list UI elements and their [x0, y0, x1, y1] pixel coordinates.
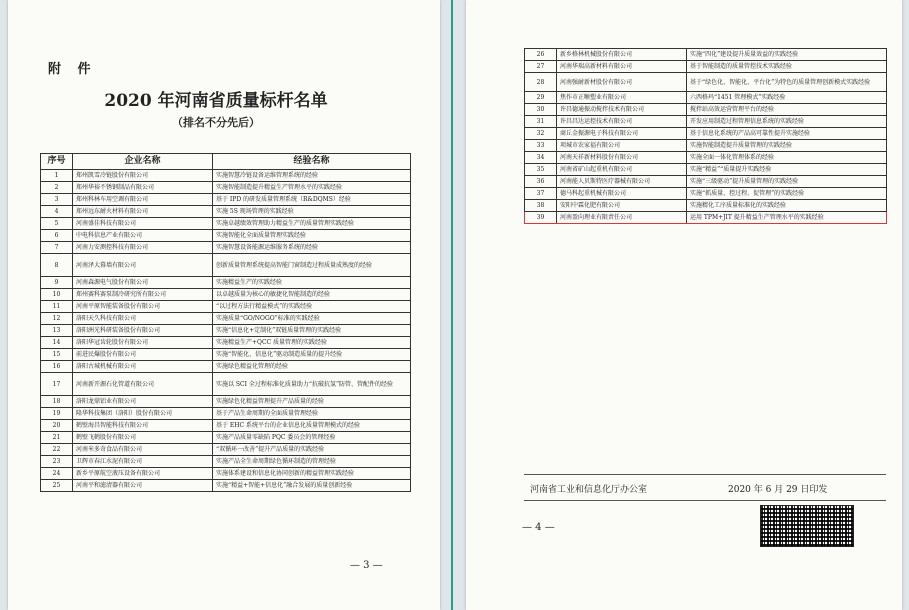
table-row [525, 212, 887, 224]
row-company: 河南平原智能装备股份有限公司 [73, 301, 213, 313]
row-index: 2 [41, 182, 73, 194]
row-experience: 实施产品全生命周期绿色循环制造的管理经验 [213, 456, 411, 468]
row-index: 6 [41, 230, 73, 242]
row-company: 洛阳华冠齿轮股份有限公司 [73, 337, 213, 349]
row-experience: 基于 IPD 的研发质量管理系统（R&DQMS）经验 [213, 194, 411, 206]
row-index: 14 [41, 337, 73, 349]
row-experience: 运用 TPM+JIT 提升精益生产管理水平的实践经验 [687, 212, 887, 224]
row-company: 河南泽大幕墙有限公司 [73, 254, 213, 277]
table-row [525, 128, 887, 140]
table-row [41, 337, 411, 349]
table-row [41, 254, 411, 277]
issuer: 河南省工业和信息化厅办公室 [530, 485, 648, 495]
row-index: 10 [41, 289, 73, 301]
row-company: 河南省矿山起重机有限公司 [557, 164, 687, 176]
row-experience: 实施质量“GO/NOGO”标准的实践经验 [213, 313, 411, 325]
table-row [41, 182, 411, 194]
row-index: 16 [41, 361, 73, 373]
row-experience: 基于产品生命周期的全面质量管理经验 [213, 408, 411, 420]
row-index: 38 [525, 200, 557, 212]
row-experience: 六西格玛“1451 管理模式”实践经验 [687, 92, 887, 104]
row-company: 郑州科林车用空调有限公司 [73, 194, 213, 206]
row-index: 22 [41, 444, 73, 456]
table-row [41, 289, 411, 301]
row-experience: 实施精益生产的实践经验 [213, 277, 411, 289]
row-experience: 实施“三级驱动”提升质量管理的实践经验 [687, 176, 887, 188]
row-experience: 实施以 SCI 全过程标准化质量助力“抗破抗氢”防管、管配件的经验 [213, 373, 411, 396]
row-index: 21 [41, 432, 73, 444]
row-experience: 基于信息化系统的产品高可靠性提升实施经验 [687, 128, 887, 140]
row-company: 河南力安测控科技有限公司 [73, 242, 213, 254]
row-experience: 基于“绿色化、智能化、平台化”为特色的质量管理创新模式实践经验 [687, 73, 887, 92]
row-experience: 实施“抓质量、控过程、促管理”的实践经验 [687, 188, 887, 200]
row-experience: 实施 5S 现场管理的实践经验 [213, 206, 411, 218]
row-experience: 实施精益生产+QCC 质量管理的实践经验 [213, 337, 411, 349]
table-row [41, 277, 411, 289]
row-experience: 实施智能化全面质量管理实践经验 [213, 230, 411, 242]
row-index: 20 [41, 420, 73, 432]
row-index: 29 [525, 92, 557, 104]
row-experience: 实施体系建设和信息化协同创新的精益管理实践经验 [213, 468, 411, 480]
annex-label: 附 件 [48, 62, 97, 77]
row-index: 27 [525, 61, 557, 73]
table-row [525, 176, 887, 188]
row-index: 37 [525, 188, 557, 200]
table-row [41, 420, 411, 432]
table-row [41, 325, 411, 337]
row-index: 13 [41, 325, 73, 337]
benchmark-table-left [40, 153, 411, 492]
row-company: 洛阳古城机械有限公司 [73, 361, 213, 373]
row-index: 4 [41, 206, 73, 218]
row-index: 8 [41, 254, 73, 277]
row-experience: 实施“精益”“质量提升实践经验 [687, 164, 887, 176]
table-row [41, 396, 411, 408]
header-index: 序号 [41, 154, 73, 170]
benchmark-table-right [524, 48, 887, 224]
row-index: 28 [525, 73, 557, 92]
table-row [41, 480, 411, 492]
row-experience: 实施卓越绩效管理助力精益生产的质量管理实践经验 [213, 218, 411, 230]
row-index: 25 [41, 480, 73, 492]
document-subtitle: （排名不分先后） [172, 116, 260, 129]
row-company: 德马科起重机械有限公司 [557, 188, 687, 200]
row-company: 河南新开源石化管道有限公司 [73, 373, 213, 396]
row-experience: 基于智能制造的质量管控技术实践经验 [687, 61, 887, 73]
row-company: 郑州凯雪冷链股份有限公司 [73, 170, 213, 182]
row-experience: 实施“四化”建设提升质量效益的实践经验 [687, 49, 887, 61]
row-experience: 实施绿色化精益管理提升产品质量的经验 [213, 396, 411, 408]
row-company: 中电科信息产业有限公司 [73, 230, 213, 242]
table-header-row [41, 154, 411, 170]
table-row [41, 301, 411, 313]
table-row [525, 73, 887, 92]
header-experience: 经验名称 [213, 154, 411, 170]
table-row [525, 200, 887, 212]
row-index: 35 [525, 164, 557, 176]
row-index: 34 [525, 152, 557, 164]
row-index: 15 [41, 349, 73, 361]
row-experience: 实施“精益+智能+信息化”融合发展的质量创新经验 [213, 480, 411, 492]
row-experience: “双循环一改善”提升产品质量的实践经验 [213, 444, 411, 456]
barcode-image [760, 505, 854, 547]
row-index: 5 [41, 218, 73, 230]
row-index: 3 [41, 194, 73, 206]
row-experience: 搅拌站高效运营管理平台的经验 [687, 104, 887, 116]
row-company: 河南森源电气股份有限公司 [73, 277, 213, 289]
row-index: 23 [41, 456, 73, 468]
row-experience: 实施精化工序质量标准化的实践经验 [687, 200, 887, 212]
row-experience: “以过程方法行精益模式”的实践经验 [213, 301, 411, 313]
row-company: 河南天祥新材料股份有限公司 [557, 152, 687, 164]
row-index: 32 [525, 128, 557, 140]
row-company: 河南米多奇食品有限公司 [73, 444, 213, 456]
row-index: 12 [41, 313, 73, 325]
page-number-left: — 3 — [350, 560, 383, 571]
row-company: 河南强耐新材股份有限公司 [557, 73, 687, 92]
row-company: 焦作市正晰塑业有限公司 [557, 92, 687, 104]
table-row [41, 170, 411, 182]
row-experience: 以卓越质量为核心的敏捷化智能制造的经验 [213, 289, 411, 301]
row-company: 河南盈向理业有限责任公司 [557, 212, 687, 224]
row-company: 许昌昌达运控技术有限公司 [557, 116, 687, 128]
row-index: 31 [525, 116, 557, 128]
document-title: 2020 年河南省质量标杆名单 [104, 91, 328, 111]
row-experience: 实施智能制造提升精益生产管理水平的实践经验 [213, 182, 411, 194]
row-company: 卫辉市春江水泥有限公司 [73, 456, 213, 468]
row-experience: 实施智能制造提升质量管理的实践经验 [687, 140, 887, 152]
footer-rule-bottom [524, 500, 886, 501]
row-company: 新乡格林机械股份有限公司 [557, 49, 687, 61]
table-row [525, 164, 887, 176]
page-number-right: — 4 — [522, 522, 555, 533]
table-row [41, 194, 411, 206]
page-divider [451, 0, 453, 610]
row-index: 39 [525, 212, 557, 224]
row-company: 河南华瑞高新材料有限公司 [557, 61, 687, 73]
table-row [41, 361, 411, 373]
row-company: 项城市农家福有限公司 [557, 140, 687, 152]
row-company: 河南平和滤清器有限公司 [73, 480, 213, 492]
row-index: 17 [41, 373, 73, 396]
row-company: 郑州远东耐火材料有限公司 [73, 206, 213, 218]
table-row [525, 104, 887, 116]
row-index: 36 [525, 176, 557, 188]
row-experience: 实施产品质量零缺陷 PQC 委员会的管理经验 [213, 432, 411, 444]
row-experience: 实施“智能化、信息化”驱动制造质量的提升经验 [213, 349, 411, 361]
row-experience: 创新质量管理系统提高智能门窗制造过程质量成熟度的经验 [213, 254, 411, 277]
row-experience: 实施“信息化+定制化”双链质量管理的实践经验 [213, 325, 411, 337]
table-row [41, 206, 411, 218]
row-company: 洛阳龙鼎铝业有限公司 [73, 396, 213, 408]
row-experience: 实施绿色精益化管理的经验 [213, 361, 411, 373]
row-company: 河南盛佳科技有限公司 [73, 218, 213, 230]
row-experience: 开发应用制造过程管理信息系统的实践经验 [687, 116, 887, 128]
table-row [525, 61, 887, 73]
table-row [41, 432, 411, 444]
row-index: 33 [525, 140, 557, 152]
row-company: 河南能人贝斯特医疗器械有限公司 [557, 176, 687, 188]
row-index: 19 [41, 408, 73, 420]
table-row [41, 408, 411, 420]
table-row [41, 313, 411, 325]
table-row [525, 140, 887, 152]
row-experience: 实施智慧设备能源运维服务系统的经验 [213, 242, 411, 254]
row-company: 鹤壁飞鹤股份有限公司 [73, 432, 213, 444]
row-company: 隆华科技集团（洛阳）股份有限公司 [73, 408, 213, 420]
row-index: 11 [41, 301, 73, 313]
table-row [525, 188, 887, 200]
row-index: 18 [41, 396, 73, 408]
table-row [525, 152, 887, 164]
issue-date: 2020 年 6 月 29 日印发 [728, 485, 828, 495]
row-company: 洛阳天久科技有限公司 [73, 313, 213, 325]
row-experience: 实施全面一体化管理体系的经验 [687, 152, 887, 164]
row-experience: 基于 EHC 系统平台的企业信息化质量管理模式的经验 [213, 420, 411, 432]
row-company: 安阳中霖化肥有限公司 [557, 200, 687, 212]
row-company: 前进民爆股份有限公司 [73, 349, 213, 361]
table-row [41, 230, 411, 242]
row-company: 洛阳洲光科研装备股份有限公司 [73, 325, 213, 337]
row-company: 许昌德通振动搅拌技术有限公司 [557, 104, 687, 116]
row-company: 郑州赛科赛泵制冷研究所有限公司 [73, 289, 213, 301]
row-index: 7 [41, 242, 73, 254]
table-row [41, 218, 411, 230]
row-company: 郑州华裕不锈钢制品有限公司 [73, 182, 213, 194]
header-company: 企业名称 [73, 154, 213, 170]
row-index: 30 [525, 104, 557, 116]
row-company: 商丘金振源电子科技有限公司 [557, 128, 687, 140]
table-row [525, 49, 887, 61]
row-index: 1 [41, 170, 73, 182]
table-row [525, 116, 887, 128]
row-company: 新乡平原航空液压设备有限公司 [73, 468, 213, 480]
row-index: 9 [41, 277, 73, 289]
row-company: 鹤壁海昌智能科技有限公司 [73, 420, 213, 432]
table-row [41, 468, 411, 480]
footer-rule-top [524, 474, 886, 475]
table-row [525, 92, 887, 104]
row-index: 26 [525, 49, 557, 61]
table-row [41, 349, 411, 361]
table-row [41, 456, 411, 468]
table-row [41, 373, 411, 396]
row-index: 24 [41, 468, 73, 480]
table-row [41, 444, 411, 456]
table-row [41, 242, 411, 254]
row-experience: 实施智慧冷链设备运维管理系统的经验 [213, 170, 411, 182]
